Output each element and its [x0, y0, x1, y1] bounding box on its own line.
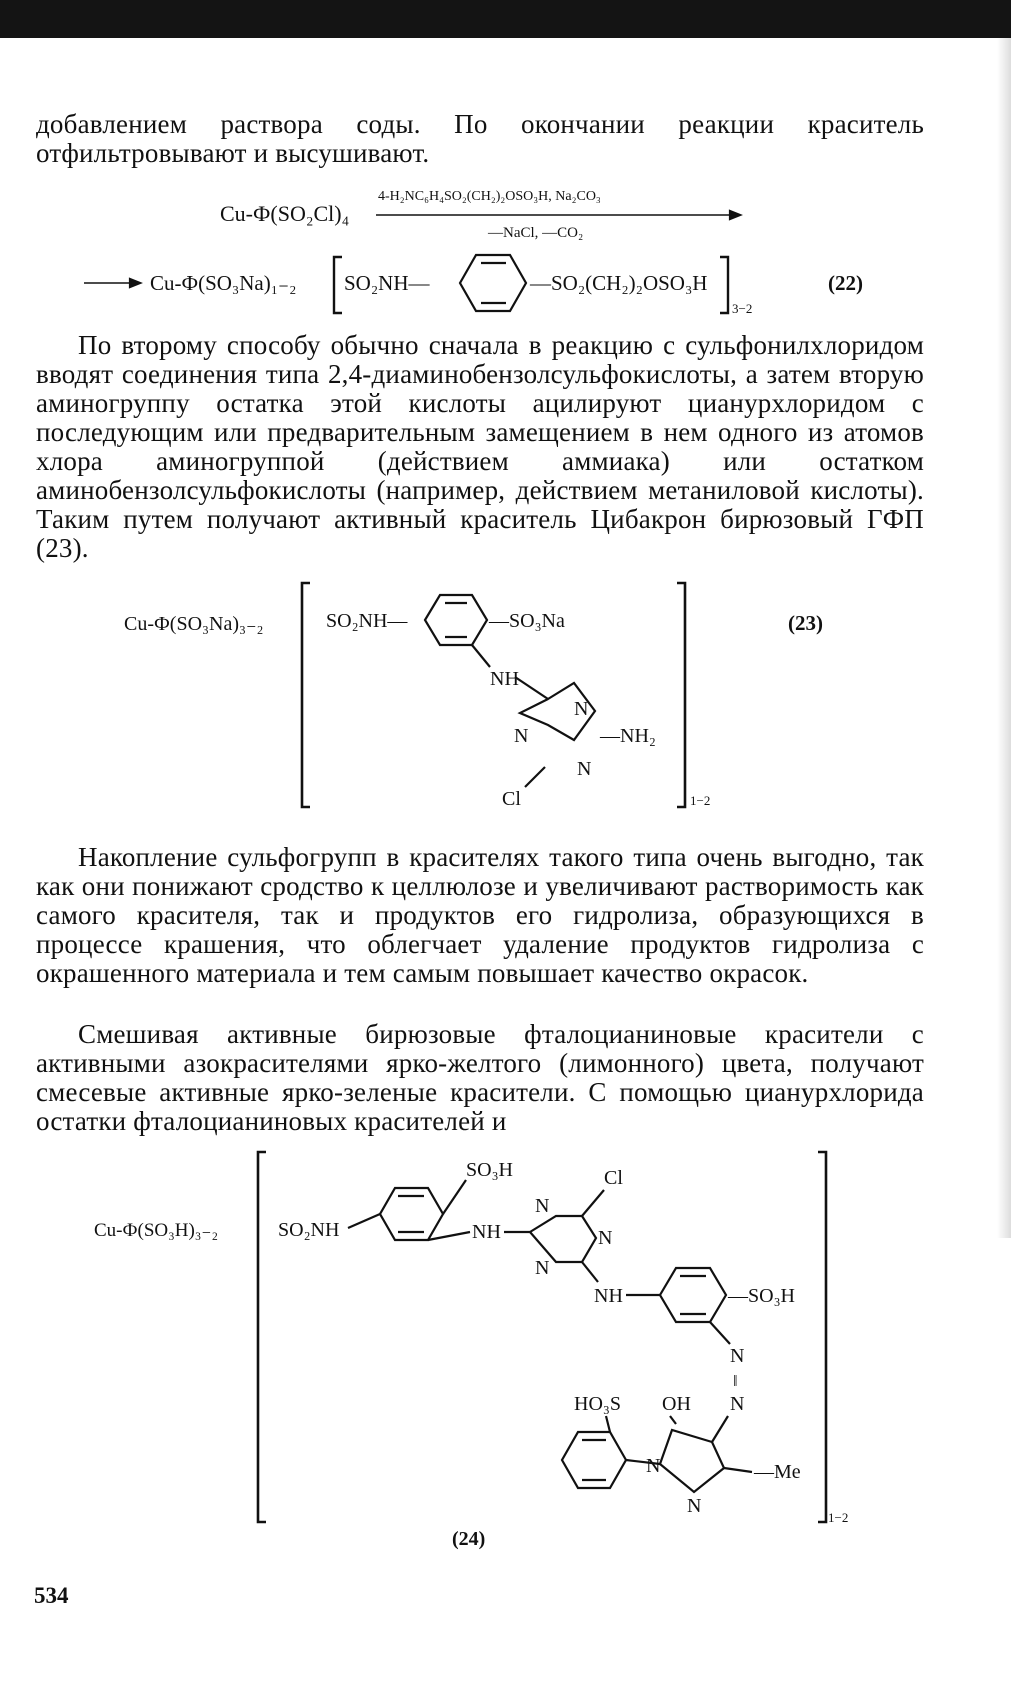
f23-subscript: 1−2	[690, 793, 711, 808]
f24-n-a: N	[535, 1195, 550, 1217]
page-number: 534	[34, 1583, 69, 1608]
f24-n-c: N	[535, 1257, 550, 1279]
f24-triazine-ring	[530, 1216, 596, 1262]
f24-nh-b: NH	[594, 1285, 623, 1307]
paragraph-1: добавлением раствора соды. По окончании реакции краситель отфильтровывают и высушивают.	[36, 109, 924, 168]
f24-so3h-top: SO₃H	[466, 1159, 513, 1181]
scan-top-border	[0, 0, 1011, 38]
f23-n-top: N	[574, 698, 589, 720]
f23-nh2: —NH₂	[600, 725, 656, 747]
f24-cl: Cl	[604, 1167, 623, 1189]
f23-cl: Cl	[502, 788, 521, 810]
f22-so2nh: SO₂NH—	[344, 271, 430, 295]
f24-nh-a: NH	[472, 1221, 501, 1243]
f22-subscript: 3−2	[732, 301, 753, 316]
f23-prefix: Cu-Ф(SO₃Na)₃₋₂	[124, 613, 264, 635]
f24-prefix: Cu-Ф(SO₃H)₃₋₂	[94, 1220, 219, 1241]
f22-reagent-bottom: —NaCl, —CO₂	[488, 225, 584, 241]
paragraph-4: Смешивая активные бирюзовые фталоцианиновые красители с активными азокрасителями ярко-желтого (лимонного) цвета, получают смесевые активные ярко-зеленые красители. С помощью цианурхлорида остатки фталоцианиновых красителей и	[36, 1019, 924, 1136]
f22-label: (22)	[828, 271, 863, 295]
f23-so2nh: SO₂NH—	[326, 610, 408, 632]
f23-n-left: N	[514, 725, 529, 747]
f24-subscript: 1−2	[828, 1510, 849, 1525]
f24-n-b: N	[598, 1227, 613, 1249]
f22-tail: —SO₂(CH₂)₂OSO₃H	[530, 271, 708, 295]
paragraph-2: По второму способу обычно сначала в реакцию с сульфонилхлоридом вводят соединения типа 2,4-диаминобензолсульфокислоты, а затем вторую аминогруппу остатка этой кислоты ацилируют цианурхлоридом с последующим или предварительным замещением в нем одного из атомов хлора аминогруппой (действием аммиака) или остатком аминобензолсульфокислоты (например, действием метаниловой кислоты). Таким путем получают активный краситель Цибакрон бирюзовый ГФП (23).	[36, 330, 924, 563]
f24-n-pyr-1: N	[646, 1455, 661, 1477]
f22-reactant: Cu-Ф(SO₂Cl)₄	[220, 201, 350, 226]
f24-azo-bond: ‖	[733, 1373, 738, 1390]
f22-reagent-top: 4-H₂NC₆H₄SO₂(CH₂)₂OSO₃H, Na₂CO₃	[378, 189, 601, 204]
f24-me: —Me	[754, 1461, 801, 1483]
f24-so3h-right: —SO₃H	[728, 1285, 795, 1307]
f24-so2nh: SO₂NH	[278, 1219, 340, 1241]
f24-n-pyr-2: N	[687, 1495, 702, 1517]
f24-label: (24)	[452, 1528, 486, 1550]
f23-label: (23)	[788, 611, 823, 635]
f22-product-prefix: Cu-Ф(SO₃Na)₁₋₂	[150, 271, 297, 295]
f23-n-bottom: N	[577, 758, 592, 780]
f24-oh: OH	[662, 1393, 691, 1415]
f23-nh: NH	[490, 668, 519, 690]
f24-n-azo-2: N	[730, 1393, 745, 1415]
f23-so3na: —SO₃Na	[489, 610, 565, 632]
f24-ho3s: HO₃S	[574, 1393, 621, 1415]
paragraph-3: Накопление сульфогрупп в красителях такого типа очень выгодно, так как они понижают сродство к целлюлозе и увеличивают растворимость как самого красителя, так и продуктов его гидролиза, образующихся в процессе крашения, что облегчает удаление продуктов гидролиза с окрашенного материала и тем самым повышает качество окрасок.	[36, 842, 924, 988]
f24-n-azo-1: N	[730, 1345, 745, 1367]
